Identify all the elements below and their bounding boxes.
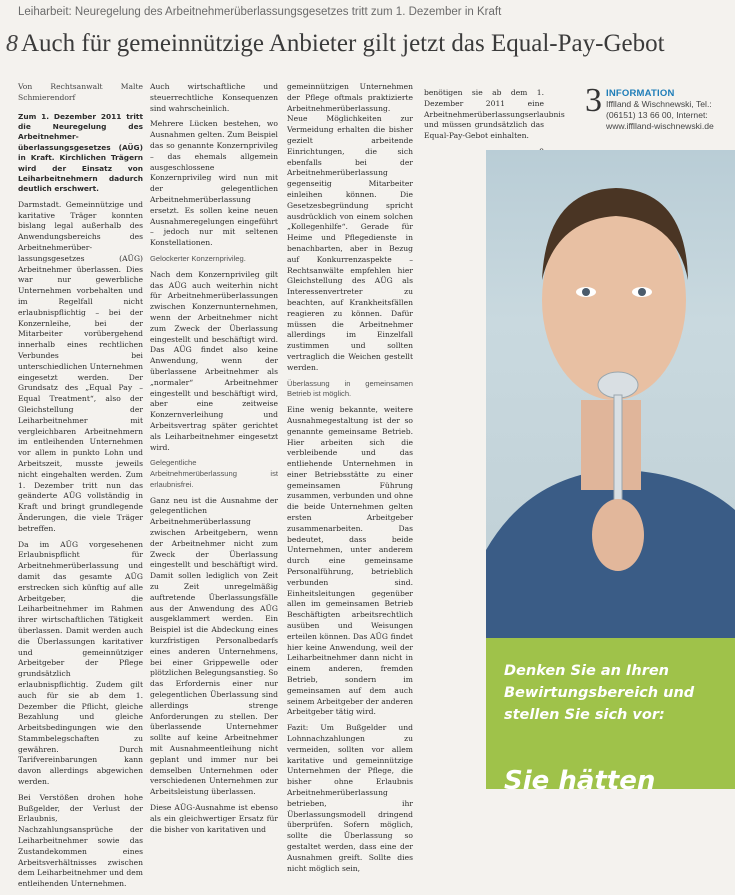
- info-heading: INFORMATION: [606, 88, 675, 99]
- headline-text: Auch für gemeinnützige Anbieter gilt jetzt das Equal-Pay-Gebot: [21, 30, 665, 57]
- author-line: Von Rechtsanwalt Malte Schmierendorf: [18, 82, 143, 102]
- handwritten-number: 3: [585, 82, 602, 119]
- body-paragraph: gemeinnützigen Unternehmen der Pflege oftmals praktizierte Arbeitnehmerüberlassung. Neue Möglichkeiten zur Vermeidung erhalten die bisher gezielt arbeitende Einrichtungen, die sich ebenfalls bei der Arbeitnehmerüberlassung gegenseitig Mitarbeiter einleihen können. Die Gesetzesbegründung spricht ausdrücklich von einem solchen „Kollegenhilfe“. Gerade für Heime und Pflegedienste in benachbarten, aber in Bezug auf Konkurrenzaspekte – Rechtsanwälte empfehlen hier Gleichstellung des AÜG als Interessenvertreter zu beachten, auf Krankheitsfällen reagieren zu können. Dafür müssen die Arbeitnehmer allerdings im Einzelfall zustimmen und sollten vertraglich die Weichen gestellt werden.: [287, 82, 413, 372]
- lead-paragraph: Zum 1. Dezember 2011 tritt die Neuregelung des Arbeitnehmerüberlassungsgesetzes (AÜG) in Kraft. Kirchlichen Trägern wird der Einsatz von Leiharbeitnehmern dadurch deutlich erschwert.: [18, 111, 143, 194]
- body-paragraph: Diese AÜG-Ausnahme ist ebenso als ein gleichwertiger Ersatz für die bisher von karitativen und: [150, 803, 278, 834]
- subheading: Überlassung in gemeinsamen Betrieb ist möglich.: [287, 378, 413, 399]
- headline: [6, 30, 665, 58]
- article-column-1: [18, 82, 143, 895]
- ad-text: Denken Sie an Ihren Bewirtungsbereich und stellen Sie sich vor:: [504, 663, 695, 723]
- body-paragraph: Mehrere Lücken bestehen, wo Ausnahmen gelten. Zum Beispiel das so genannte Konzernprivileg – das ehemals allgemein ausgeschlossene Konzernprivileg wird nun mit der gelegentlichen Arbeitnehmerüberlassung ersetzt. Es sollen keine neuen Ausnahmeregelungen eingeführt – jedoch nur mit seltenen Konstellationen.: [150, 119, 278, 248]
- body-paragraph: Eine wenig bekannte, weitere Ausnahmegestaltung ist der so genannte gemeinsame Betrieb. Hier arbeiten sich die verbleibende und das entliehende Unternehmen in einer Betriebsstätte zu einer gemeinsamen Führung zusammen, verbunden und ohne die beide Unternehmen gelten ersten Arbeitgeber zusammenarbeiten. Das bedeutet, dass beide Unternehmen, unter anderem durch eine gemeinsame Personalführung, betrieblich verbunden sind. Einheitsleitungen gegenüber allen im gemeinsamen Betrieb Beschäftigten arbeitsrechtlich ausüben und Weisungen erteilen können. Das AÜG findet hier keine Anwendung, weil der Leiharbeitnehmer dann nicht in einem anderen, fremden Betrieb, sondern im gemeinsamen auf dem auch seinem Arbeitgeber der anderen Arbeitgeber tätig wird.: [287, 405, 413, 717]
- body-paragraph: Nach dem Konzernprivileg gilt das AÜG auch weiterhin nicht für Arbeitnehmerüberlassungen zwischen Konzernunternehmen, wenn der Arbeitnehmer nicht zum Zweck der Überlassung eingestellt und beschäftigt wird. Das AÜG findet also keine Anwendung, wenn der überlassene Arbeitnehmer als „normaler“ Arbeitnehmer eingestellt und beschäftigt wird, aber eine zeitweise Konzernverleihung und Arbeitsvertrag später gerichtet als Leiharbeitnehmer eingesetzt wird.: [150, 269, 278, 452]
- body-paragraph: Darmstadt. Gemeinnützige und karitative Träger konnten bislang legal außerhalb des Anwendungsbereichs des Arbeitnehmerüberlassungsgesetzes (AÜG) Arbeitnehmer überlassen. Dies war nur gewerbliche Unternehmen vorbehalten und im Regelfall nicht erlaubnispflichtig – bei der Konzernleihe, bei der Mitarbeiter vorübergehend innerhalb eines rechtlichen Verbundes bei unterschiedlichen Unternehmen eingesetzt werden. Der Grundsatz des „Equal Pay – Equal Treatment“, also der Gleichstellung der Leiharbeitnehmer mit vergleichbaren Arbeitnehmern im entleihenden Unternehmen vor allem in punkto Lohn und Arbeitszeit, musste jeweils nicht eingehalten werden. Zum 1. Dezember tritt nun das geänderte AÜG vollständig in Kraft und bringt grundlegende Änderungen, die viele Träger betreffen.: [18, 199, 143, 533]
- kicker-line: Leiharbeit: Neuregelung des Arbeitnehmerüberlassungsgesetzes tritt zum 1. Dezember in Kraft: [18, 6, 502, 18]
- ad-photo: [486, 150, 735, 638]
- body-paragraph: benötigen sie ab dem 1. Dezember 2011 eine Arbeitnehmerüberlassungserlaubnis und müssen grundsätzlich das Equal-Pay-Gebot einhalten.: [424, 88, 565, 141]
- subheading: Gelockerter Konzernprivileg.: [150, 253, 246, 263]
- info-link[interactable]: www.ifflland-wischnewski.de: [606, 121, 714, 131]
- info-box: [606, 88, 728, 132]
- info-line: Ifflland & Wischnewski, Tel.:: [606, 99, 712, 109]
- subheading: Gelegentliche Arbeitnehmerüberlassung ist erlaubnisfrei.: [150, 458, 278, 489]
- ad-big-text: Sie hätten: [504, 766, 656, 796]
- article-column-3: [287, 82, 413, 879]
- body-paragraph: Ganz neu ist die Ausnahme der gelegentlichen Arbeitnehmerüberlassung zwischen Arbeitgebern, wenn der Arbeitnehmer nicht zum Zweck der Überlassung eingestellt und beschäftigt wird. Damit sollen lediglich von Zeit zu Zeit unregelmäßig auftretende Überlassungsfälle aus der Anwendung des AÜG ausgeklammert werden. Ein Beispiel ist die Abdeckung eines kurzfristigen Personalbedarfs eines anderen Unternehmens, bei einer Grippewelle oder plötzlichen Belegungsanstieg. So das Erfordernis einer nur gelegentlichen Überlassung sind allerdings strenge Anforderungen zu stellen. Der überlassende Unternehmer sollte auf keine Arbeitnehmer mit Ausnahmeentleihung nicht geplant und immer nur bei demselben Unternehmen oder verschiedenen Unternehmen zur Arbeitsleistung überlassen.: [150, 495, 278, 797]
- info-line: (06151) 13 66 00, Internet:: [606, 110, 708, 120]
- ad-banner: [486, 638, 735, 796]
- man-with-spoon-illustration: [486, 150, 735, 638]
- body-paragraph: Da im AÜG vorgesehenen Erlaubnispflicht für Arbeitnehmerüberlassung und damit das gesamte AÜG erstrecken sich künftig auf alle Arbeitgeber, die Leiharbeitnehmer im Rahmen ihrer wirtschaftlichen Tätigkeit überlassen. Damit werden auch die Überlassungen karitativer und gemeinnütziger Arbeitgeber der Pflege grundsätzlich erlaubnispflichtig. Zudem gilt auch für sie ab dem 1. Dezember die Pflicht, gleiche Bezahlung und gleiche Arbeitsbedingungen wie den Stammbelegschaften zu gewähren. Durch Tarifvereinbarungen kann davon allerdings abgewichen werden.: [18, 539, 143, 787]
- body-paragraph: Bei Verstößen drohen hohe Bußgelder, der Verlust der Erlaubnis, Nachzahlungsansprüche der Leiharbeitnehmer sowie das Zustandekommen eines Arbeitsverhältnisses zwischen dem Leiharbeitnehmer und dem entleihenden Unternehmen.: [18, 792, 143, 889]
- body-paragraph: Auch wirtschaftliche und steuerrechtliche Konsequenzen sind wahrscheinlich.: [150, 82, 278, 113]
- handwritten-mark: 8: [6, 31, 18, 57]
- article-column-2: [150, 82, 278, 840]
- body-paragraph: Fazit: Um Bußgelder und Lohnnachzahlungen zu vermeiden, sollten vor allem karitative und gemeinnützige Unternehmen der Pflege, die bisher ohne Erlaubnis Arbeitnehmerüberlassung betrieben, ihr Überlassungsmodell dringend überprüfen. Sofern möglich, sollte die Überlassung so gestaltet werden, dass eine der Ausnahmen greift. Sollte dies nicht möglich sein,: [287, 723, 413, 873]
